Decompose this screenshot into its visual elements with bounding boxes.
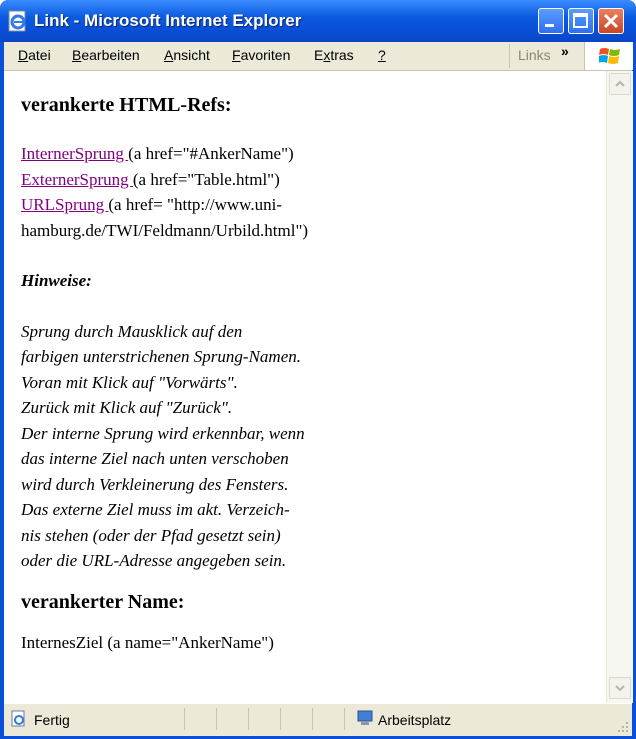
link-code-continuation: hamburg.de/TWI/Feldmann/Urbild.html")	[21, 220, 309, 240]
menu-mnemonic: D	[18, 47, 29, 63]
menu-help[interactable]	[378, 47, 386, 63]
resize-grip[interactable]	[616, 720, 630, 734]
windows-logo-icon	[599, 46, 621, 66]
link-code: (a href="Table.html")	[132, 169, 280, 189]
vertical-scrollbar[interactable]	[606, 71, 633, 703]
menu-mnemonic: x	[323, 47, 331, 63]
status-divider	[312, 708, 313, 730]
link-line	[21, 167, 601, 193]
anchor-line: InternesZiel (a name="AnkerName")	[21, 632, 274, 652]
internal-jump-link[interactable]: InternerSprung	[21, 144, 129, 163]
link-line	[21, 192, 601, 218]
close-icon	[599, 9, 623, 33]
menu-bar	[4, 42, 632, 71]
url-jump-link[interactable]: URLSprung	[21, 195, 109, 214]
hint-line: Der interne Sprung wird erkennbar, wenn	[21, 423, 305, 443]
hint-line: oder die URL-Adresse angegeben sein.	[21, 551, 287, 570]
hint-line: farbigen unterstrichenen Sprung-Namen.	[21, 347, 301, 366]
external-jump-link[interactable]: ExternerSprung	[21, 169, 133, 189]
ie-icon	[7, 10, 29, 32]
hint-line: Das externe Ziel muss im akt. Verzeich-	[21, 500, 290, 519]
scroll-up-button[interactable]	[609, 73, 631, 95]
hint-line: Sprung durch Mausklick auf den	[21, 321, 243, 341]
spacer	[21, 243, 601, 268]
spacer	[21, 574, 601, 588]
heading-html-refs: verankerte HTML-Refs:	[21, 94, 232, 116]
menu-bearbeiten[interactable]: Bearbeiten	[72, 47, 140, 63]
spacer	[21, 294, 601, 319]
windows-logo-box	[584, 42, 633, 70]
page-content	[4, 71, 606, 703]
link-code: (a href="#AnkerName")	[128, 144, 294, 163]
links-label[interactable]: Links	[518, 47, 551, 63]
menu-ansicht[interactable]: Ansicht	[164, 47, 210, 63]
page-icon	[10, 710, 28, 728]
document-body	[21, 91, 601, 655]
menu-mnemonic: A	[164, 47, 174, 63]
hint-line: das interne Ziel nach unten verschoben	[21, 449, 289, 468]
maximize-button[interactable]	[568, 8, 594, 34]
status-divider	[248, 708, 249, 730]
heading-hinweise: Hinweise:	[21, 271, 92, 290]
scroll-down-icon	[615, 684, 625, 692]
status-bar	[4, 703, 632, 736]
scroll-up-icon	[615, 80, 625, 88]
status-divider	[344, 708, 345, 730]
status-divider	[216, 708, 217, 730]
menu-datei[interactable]: Datei	[18, 47, 51, 63]
scroll-down-button[interactable]	[609, 677, 631, 699]
computer-icon	[356, 709, 374, 727]
hint-line: nis stehen (oder der Pfad gesetzt sein)	[21, 525, 281, 545]
security-zone: Arbeitsplatz	[378, 712, 452, 728]
hint-line: Voran mit Klick auf "Vorwärts".	[21, 372, 238, 392]
menu-mnemonic: B	[72, 47, 82, 63]
close-button[interactable]	[598, 8, 624, 34]
status-divider	[184, 708, 185, 730]
title-bar[interactable]	[0, 0, 636, 42]
hinweise-text	[21, 319, 601, 574]
minimize-icon	[539, 9, 563, 33]
menu-mnemonic: ?	[378, 47, 386, 63]
hint-line: wird durch Verkleinerung des Fensters.	[21, 474, 289, 494]
links-chevron[interactable]: »	[561, 43, 569, 59]
hint-line: Zurück mit Klick auf "Zurück".	[21, 398, 233, 417]
spacer	[21, 119, 601, 141]
spacer	[21, 616, 601, 630]
link-line	[21, 141, 601, 167]
heading-anchored-name: verankerter Name:	[21, 590, 185, 613]
minimize-button[interactable]	[538, 8, 564, 34]
menu-extras[interactable]: Extras	[314, 47, 354, 63]
window-title: Link - Microsoft Internet Explorer	[34, 11, 302, 30]
status-divider	[280, 708, 281, 730]
menu-mnemonic: F	[232, 47, 241, 63]
status-text: Fertig	[34, 712, 70, 728]
links-separator	[509, 44, 510, 68]
menu-favoriten[interactable]: Favoriten	[232, 47, 291, 63]
maximize-icon	[569, 9, 593, 33]
link-code: (a href= "http://www.uni-	[108, 195, 282, 214]
